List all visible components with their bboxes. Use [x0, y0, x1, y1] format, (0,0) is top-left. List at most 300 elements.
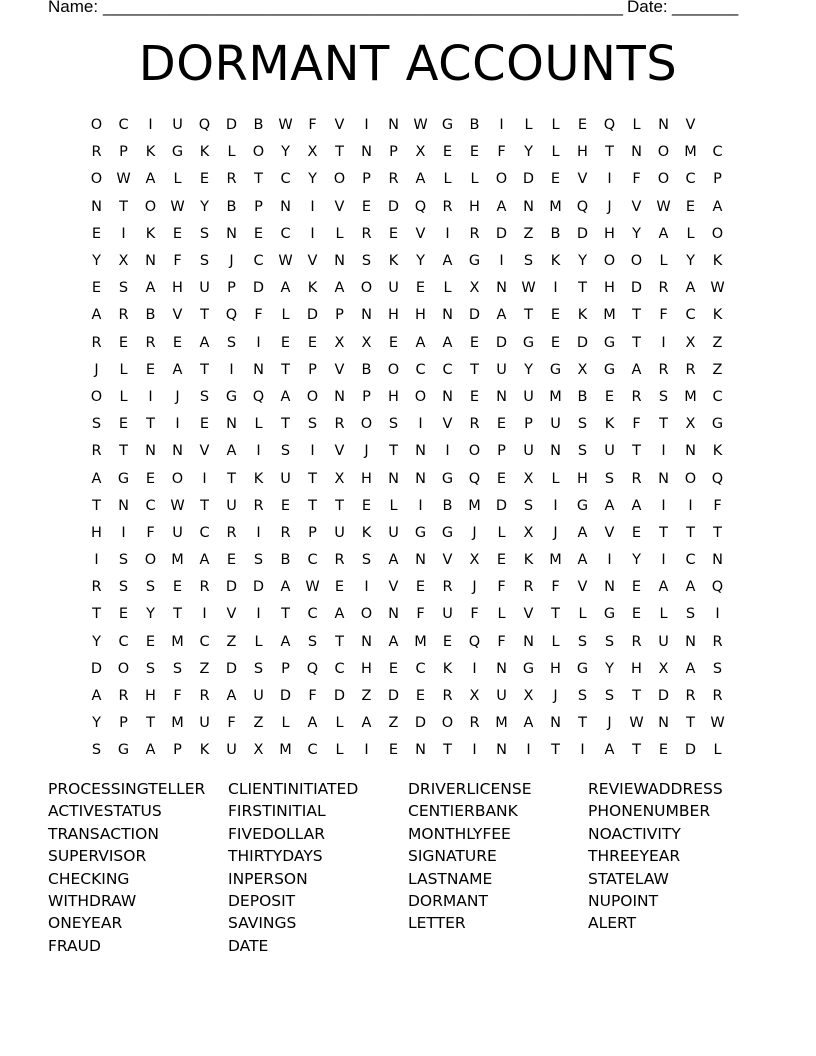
grid-letter: Q: [576, 198, 589, 215]
grid-letter: L: [497, 606, 506, 623]
grid-letter: U: [199, 715, 210, 732]
grid-letter: X: [469, 552, 480, 569]
grid-letter: W: [170, 497, 185, 514]
grid-letter: X: [361, 334, 372, 351]
grid-letter: R: [523, 579, 534, 596]
grid-letter: L: [470, 171, 479, 188]
grid-letter: A: [388, 552, 399, 569]
grid-letter: I: [202, 470, 207, 487]
grid-letter: U: [604, 443, 615, 460]
grid-letter: T: [443, 742, 452, 759]
word-column-1: [48, 778, 228, 957]
grid-letter: R: [469, 225, 480, 242]
grid-letter: O: [360, 606, 373, 623]
grid-letter: A: [361, 715, 372, 732]
grid-letter: E: [307, 334, 318, 351]
grid-letter: E: [442, 633, 453, 650]
grid-letter: I: [499, 253, 504, 270]
grid-letter: S: [307, 416, 318, 433]
grid-letter: U: [658, 633, 669, 650]
grid-letter: N: [496, 660, 507, 677]
grid-letter: R: [280, 524, 291, 541]
grid-letter: E: [469, 388, 480, 405]
word-list-item: SAVINGS: [228, 914, 297, 933]
grid-letter: S: [253, 552, 264, 569]
grid-letter: S: [523, 497, 534, 514]
grid-letter: Y: [146, 606, 155, 623]
grid-row: [83, 330, 733, 357]
grid-letter: R: [658, 361, 669, 378]
grid-letter: E: [199, 416, 210, 433]
grid-letter: W: [278, 253, 293, 270]
grid-letter: J: [607, 715, 612, 732]
grid-letter: S: [604, 633, 615, 650]
grid-letter: E: [91, 225, 102, 242]
grid-letter: R: [712, 633, 723, 650]
grid-row: [83, 166, 733, 193]
grid-letter: H: [469, 198, 480, 215]
grid-letter: T: [686, 524, 695, 541]
grid-letter: I: [148, 388, 153, 405]
grid-letter: A: [523, 715, 534, 732]
grid-letter: I: [526, 742, 531, 759]
grid-letter: N: [658, 715, 669, 732]
grid-letter: S: [658, 388, 669, 405]
grid-letter: E: [604, 388, 615, 405]
grid-letter: R: [91, 443, 102, 460]
grid-letter: O: [90, 388, 103, 405]
grid-letter: E: [550, 171, 561, 188]
name-label: Name:: [48, 0, 99, 16]
grid-letter: L: [335, 225, 344, 242]
grid-letter: L: [335, 715, 344, 732]
grid-letter: J: [553, 688, 558, 705]
grid-letter: M: [279, 742, 292, 759]
grid-letter: S: [577, 688, 588, 705]
grid-letter: A: [415, 334, 426, 351]
grid-letter: T: [686, 715, 695, 732]
word-list-item: DORMANT: [408, 891, 488, 910]
grid-letter: L: [443, 171, 452, 188]
grid-letter: G: [441, 470, 454, 487]
word-column-3: [408, 778, 588, 935]
grid-letter: C: [307, 742, 318, 759]
grid-letter: O: [90, 171, 103, 188]
grid-letter: M: [495, 715, 508, 732]
grid-letter: T: [335, 144, 344, 161]
grid-letter: K: [604, 416, 615, 433]
grid-letter: K: [442, 660, 453, 677]
grid-letter: S: [91, 416, 102, 433]
grid-letter: T: [551, 606, 560, 623]
grid-letter: W: [305, 579, 320, 596]
grid-letter: R: [442, 688, 453, 705]
grid-letter: G: [117, 742, 130, 759]
grid-row: [83, 275, 733, 302]
grid-letter: N: [91, 198, 102, 215]
grid-row: [83, 601, 733, 628]
word-list-item: FRAUD: [48, 936, 101, 955]
grid-letter: I: [364, 742, 369, 759]
grid-row: [83, 112, 733, 139]
grid-letter: L: [551, 633, 560, 650]
word-column-4: [588, 778, 768, 935]
grid-letter: C: [145, 497, 156, 514]
grid-letter: N: [334, 388, 345, 405]
grid-letter: R: [442, 198, 453, 215]
grid-letter: I: [418, 497, 423, 514]
grid-letter: Y: [578, 253, 587, 270]
grid-letter: B: [361, 361, 372, 378]
grid-letter: F: [659, 307, 668, 324]
grid-letter: I: [310, 198, 315, 215]
word-list-item: THIRTYDAYS: [228, 847, 323, 866]
grid-letter: I: [364, 117, 369, 134]
grid-letter: U: [523, 443, 534, 460]
grid-letter: M: [549, 552, 562, 569]
grid-letter: N: [685, 633, 696, 650]
grid-letter: F: [632, 171, 641, 188]
grid-letter: O: [414, 388, 427, 405]
grid-letter: T: [146, 416, 155, 433]
grid-letter: E: [415, 688, 426, 705]
grid-letter: U: [334, 524, 345, 541]
grid-letter: N: [145, 443, 156, 460]
grid-letter: H: [550, 660, 561, 677]
grid-letter: G: [522, 660, 535, 677]
grid-letter: T: [632, 443, 641, 460]
grid-letter: C: [685, 552, 696, 569]
grid-letter: S: [604, 688, 615, 705]
grid-letter: C: [712, 388, 723, 405]
grid-letter: D: [387, 198, 400, 215]
grid-letter: N: [172, 443, 183, 460]
grid-letter: S: [199, 388, 210, 405]
grid-letter: S: [577, 443, 588, 460]
grid-letter: C: [199, 524, 210, 541]
grid-letter: L: [254, 633, 263, 650]
grid-letter: R: [118, 307, 129, 324]
grid-letter: T: [659, 524, 668, 541]
grid-letter: C: [307, 606, 318, 623]
grid-letter: I: [175, 416, 180, 433]
grid-letter: I: [472, 742, 477, 759]
grid-letter: D: [90, 660, 103, 677]
grid-letter: R: [631, 388, 642, 405]
grid-letter: Q: [306, 660, 319, 677]
grid-letter: V: [334, 198, 345, 215]
grid-row: [83, 438, 733, 465]
grid-letter: F: [308, 117, 317, 134]
grid-letter: A: [307, 715, 318, 732]
grid-letter: N: [145, 253, 156, 270]
grid-letter: I: [445, 225, 450, 242]
grid-letter: T: [200, 361, 209, 378]
grid-letter: Y: [308, 171, 317, 188]
grid-letter: E: [334, 579, 345, 596]
grid-letter: S: [307, 633, 318, 650]
grid-letter: A: [226, 688, 237, 705]
grid-letter: D: [306, 307, 319, 324]
grid-letter: L: [632, 117, 641, 134]
grid-letter: C: [253, 253, 264, 270]
grid-letter: K: [712, 443, 723, 460]
grid-letter: A: [712, 198, 723, 215]
grid-letter: V: [334, 361, 345, 378]
grid-letter: V: [334, 443, 345, 460]
grid-letter: T: [281, 416, 290, 433]
grid-letter: R: [226, 171, 237, 188]
grid-letter: L: [551, 117, 560, 134]
grid-letter: E: [388, 334, 399, 351]
grid-letter: Y: [200, 198, 209, 215]
grid-row: [83, 139, 733, 166]
grid-letter: W: [413, 117, 428, 134]
grid-letter: L: [173, 171, 182, 188]
word-list-item: SUPERVISOR: [48, 847, 147, 866]
grid-letter: O: [144, 198, 157, 215]
grid-letter: V: [388, 579, 399, 596]
grid-letter: I: [553, 280, 558, 297]
grid-letter: K: [145, 144, 156, 161]
grid-letter: C: [118, 633, 129, 650]
grid-letter: L: [659, 606, 668, 623]
grid-letter: Z: [712, 361, 723, 378]
grid-row: [83, 411, 733, 438]
grid-letter: X: [523, 524, 534, 541]
grid-letter: M: [171, 633, 184, 650]
grid-letter: R: [712, 688, 723, 705]
grid-letter: X: [469, 280, 480, 297]
grid-letter: L: [119, 388, 128, 405]
word-list-item: STATELAW: [588, 869, 669, 888]
word-list-item: DATE: [228, 936, 269, 955]
grid-letter: E: [658, 742, 669, 759]
grid-letter: F: [173, 253, 182, 270]
grid-letter: E: [280, 497, 291, 514]
grid-letter: F: [497, 579, 506, 596]
grid-letter: T: [146, 715, 155, 732]
grid-letter: N: [550, 443, 561, 460]
grid-letter: G: [414, 524, 427, 541]
grid-letter: N: [361, 307, 372, 324]
grid-letter: Y: [524, 144, 533, 161]
date-label: Date:: [627, 0, 668, 16]
grid-letter: A: [442, 253, 453, 270]
grid-letter: E: [172, 334, 183, 351]
grid-letter: G: [171, 144, 184, 161]
grid-letter: L: [578, 606, 587, 623]
grid-letter: S: [712, 660, 723, 677]
grid-letter: Z: [712, 334, 723, 351]
grid-letter: P: [227, 280, 236, 297]
word-list-item: DEPOSIT: [228, 891, 296, 910]
grid-letter: V: [415, 225, 426, 242]
grid-letter: N: [496, 388, 507, 405]
grid-letter: T: [335, 497, 344, 514]
grid-letter: G: [522, 334, 535, 351]
grid-letter: U: [226, 497, 237, 514]
grid-letter: H: [415, 307, 426, 324]
grid-letter: E: [199, 171, 210, 188]
grid-letter: T: [335, 633, 344, 650]
grid-letter: T: [308, 497, 317, 514]
grid-letter: R: [658, 280, 669, 297]
grid-letter: T: [632, 307, 641, 324]
grid-letter: P: [713, 171, 722, 188]
grid-letter: A: [91, 688, 102, 705]
grid-letter: A: [577, 524, 588, 541]
grid-letter: F: [497, 144, 506, 161]
grid-letter: X: [334, 470, 345, 487]
grid-letter: C: [280, 171, 291, 188]
grid-letter: W: [710, 715, 725, 732]
grid-letter: M: [468, 497, 481, 514]
grid-letter: E: [496, 416, 507, 433]
grid-letter: L: [119, 361, 128, 378]
grid-letter: I: [202, 606, 207, 623]
grid-letter: T: [119, 443, 128, 460]
grid-letter: K: [577, 307, 588, 324]
grid-letter: A: [604, 497, 615, 514]
grid-letter: R: [334, 416, 345, 433]
word-list-item: ACTIVESTATUS: [48, 802, 162, 821]
grid-letter: G: [603, 361, 616, 378]
grid-letter: E: [118, 334, 129, 351]
grid-letter: O: [252, 144, 265, 161]
grid-letter: E: [469, 144, 480, 161]
grid-letter: D: [225, 117, 238, 134]
grid-letter: M: [684, 144, 697, 161]
grid-letter: E: [496, 470, 507, 487]
grid-letter: P: [119, 715, 128, 732]
grid-letter: L: [497, 524, 506, 541]
grid-letter: O: [387, 361, 400, 378]
grid-letter: N: [712, 552, 723, 569]
grid-letter: K: [307, 280, 318, 297]
grid-letter: D: [684, 742, 697, 759]
grid-letter: Y: [416, 253, 425, 270]
grid-letter: O: [711, 225, 724, 242]
grid-letter: D: [522, 171, 535, 188]
grid-letter: T: [281, 606, 290, 623]
grid-letter: K: [712, 307, 723, 324]
grid-letter: E: [415, 280, 426, 297]
grid-letter: H: [388, 307, 399, 324]
grid-letter: R: [253, 497, 264, 514]
grid-letter: I: [661, 552, 666, 569]
word-list-item: PROCESSINGTELLER: [48, 780, 206, 798]
grid-letter: S: [361, 552, 372, 569]
grid-letter: I: [229, 361, 234, 378]
grid-letter: M: [171, 715, 184, 732]
grid-letter: T: [200, 307, 209, 324]
grid-letter: X: [118, 253, 129, 270]
grid-letter: V: [604, 524, 615, 541]
grid-row: [83, 710, 733, 737]
grid-letter: O: [603, 253, 616, 270]
grid-letter: U: [172, 524, 183, 541]
grid-letter: U: [226, 742, 237, 759]
word-list-item: TRANSACTION: [48, 824, 159, 843]
grid-letter: X: [577, 361, 588, 378]
grid-row: [83, 547, 733, 574]
grid-letter: P: [497, 443, 506, 460]
grid-letter: E: [496, 552, 507, 569]
grid-letter: A: [280, 280, 291, 297]
grid-letter: T: [632, 334, 641, 351]
grid-letter: S: [118, 552, 129, 569]
grid-letter: Q: [198, 117, 211, 134]
grid-letter: N: [226, 225, 237, 242]
grid-row: [83, 656, 733, 683]
grid-letter: A: [280, 633, 291, 650]
grid-letter: H: [388, 388, 399, 405]
grid-letter: V: [442, 416, 453, 433]
grid-letter: O: [360, 416, 373, 433]
grid-letter: D: [468, 307, 481, 324]
grid-letter: K: [712, 253, 723, 270]
grid-letter: K: [388, 253, 399, 270]
grid-letter: I: [580, 742, 585, 759]
grid-letter: E: [388, 660, 399, 677]
grid-letter: S: [361, 253, 372, 270]
grid-letter: Y: [281, 144, 290, 161]
grid-letter: P: [254, 198, 263, 215]
grid-letter: A: [199, 334, 210, 351]
grid-letter: K: [550, 253, 561, 270]
grid-letter: D: [225, 660, 238, 677]
word-list-item: REVIEWADDRESS: [588, 780, 723, 798]
grid-letter: X: [523, 470, 534, 487]
grid-letter: D: [252, 280, 265, 297]
grid-letter: X: [415, 144, 426, 161]
grid-letter: D: [495, 334, 508, 351]
grid-letter: W: [629, 715, 644, 732]
grid-letter: W: [116, 171, 131, 188]
grid-letter: N: [415, 552, 426, 569]
grid-letter: O: [657, 171, 670, 188]
grid-letter: F: [713, 497, 722, 514]
grid-letter: T: [200, 497, 209, 514]
grid-letter: U: [253, 688, 264, 705]
grid-letter: E: [91, 280, 102, 297]
grid-letter: D: [495, 225, 508, 242]
grid-letter: A: [631, 361, 642, 378]
grid-row: [83, 302, 733, 329]
grid-letter: K: [199, 144, 210, 161]
grid-row: [83, 357, 733, 384]
grid-letter: E: [145, 470, 156, 487]
grid-letter: N: [442, 388, 453, 405]
grid-letter: O: [684, 470, 697, 487]
grid-letter: R: [685, 361, 696, 378]
grid-row: [83, 683, 733, 710]
grid-letter: V: [631, 198, 642, 215]
grid-letter: E: [388, 742, 399, 759]
word-list-item: SIGNATURE: [408, 847, 497, 866]
grid-letter: L: [551, 470, 560, 487]
grid-letter: P: [308, 524, 317, 541]
grid-letter: D: [576, 225, 589, 242]
grid-letter: A: [334, 280, 345, 297]
grid-letter: A: [388, 633, 399, 650]
word-column-2: [228, 778, 408, 957]
page-title: DORMANT ACCOUNTS: [138, 36, 678, 92]
grid-letter: W: [170, 198, 185, 215]
grid-letter: S: [91, 742, 102, 759]
grid-letter: D: [630, 280, 643, 297]
